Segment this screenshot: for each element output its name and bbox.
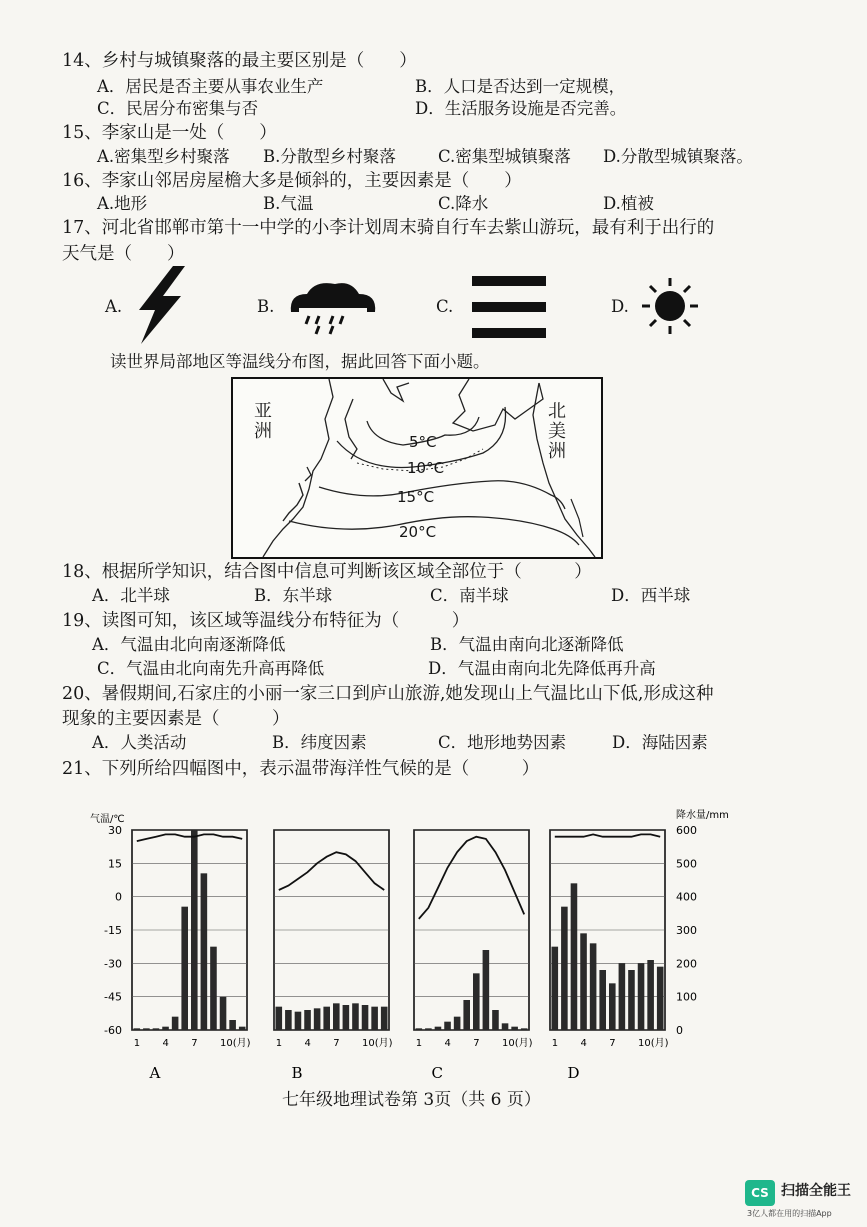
precipitation-bar [210,947,217,1030]
month-tick-label: 4 [580,1038,587,1049]
question-17-stem-line1: 17、河北省邯郸市第十一中学的小李计划周末骑自行车去紫山游玩，最有利于出行的 [62,218,715,238]
question-19-option-c[interactable]: C．气温由北向南先升高再降低 [97,659,325,678]
precipitation-bar [134,1028,141,1030]
precipitation-bar [314,1008,321,1030]
precipitation-bar [492,1010,499,1030]
precipitation-bar [162,1027,169,1030]
chart-panel-label: D [567,1064,580,1082]
precipitation-bar [609,983,616,1030]
question-20-option-d[interactable]: D．海陆因素 [612,733,708,752]
precipitation-bar [229,1020,236,1030]
question-17-option-a[interactable]: A. [105,297,123,316]
fog-icon [472,276,546,342]
scanner-name: 扫描全能王 [781,1183,851,1199]
sun-icon [640,276,700,336]
question-21-stem: 21、下列所给四幅图中，表示温带海洋性气候的是（ ） [62,759,540,779]
question-14-option-b[interactable]: B．人口是否达到一定规模， [415,77,626,96]
precipitation-bar [191,830,198,1030]
month-tick-label: 1 [551,1038,559,1049]
precipitation-bar [628,970,635,1030]
month-tick-label: 10(月) [502,1038,533,1049]
precipitation-axis-title: 降水量/mm [676,810,729,821]
climate-charts [86,802,746,1092]
precipitation-bar [444,1022,451,1030]
map-label-asia: 亚洲 [251,401,272,441]
rain-cloud-icon [285,280,381,336]
question-18-option-c[interactable]: C．南半球 [430,586,509,605]
precipitation-bar [371,1007,378,1030]
temperature-line [137,834,242,841]
precipitation-bar [619,963,626,1030]
question-20-stem-line2: 现象的主要因素是（ ） [62,709,290,729]
question-15-option-a[interactable]: A.密集型乡村聚落 [97,147,230,166]
precipitation-tick-label: 400 [676,890,697,904]
month-tick-label: 7 [609,1038,616,1049]
question-18-option-a[interactable]: A．北半球 [92,586,170,605]
precipitation-bar [201,873,208,1030]
isotherm-map [231,377,603,559]
precipitation-bar [172,1017,179,1030]
scanner-watermark [745,1178,855,1218]
month-tick-label: 7 [333,1038,340,1049]
precipitation-bar [463,1000,470,1030]
precipitation-bar [239,1027,246,1030]
precipitation-bar [304,1010,311,1030]
chart-panel-label: C [431,1064,443,1082]
chart-panel-label: A [149,1064,161,1082]
scanner-logo: CS [745,1180,775,1206]
map-intro: 读世界局部地区等温线分布图，据此回答下面小题。 [110,352,490,371]
precipitation-bar [352,1003,359,1030]
precipitation-bar [153,1028,160,1030]
temperature-tick-label: 15 [108,857,122,871]
precipitation-bar [435,1027,442,1030]
precipitation-tick-label: 100 [676,990,697,1004]
question-17-option-c[interactable]: C. [436,297,454,316]
lightning-icon [133,266,187,344]
temperature-tick-label: -15 [104,924,122,937]
month-tick-label: 10(月) [220,1038,251,1049]
question-16-option-d[interactable]: D.植被 [603,194,654,213]
precipitation-bar [657,967,664,1030]
isotherm-label-10: 10°C [407,459,445,477]
question-18-option-d[interactable]: D．西半球 [611,586,691,605]
isotherm-label-20: 20°C [399,523,437,541]
month-tick-label: 10(月) [362,1038,393,1049]
question-17-option-b[interactable]: B. [257,297,275,316]
precipitation-bar [521,1028,528,1030]
map-label-north-america: 北美洲 [545,401,566,461]
precipitation-bar [276,1007,283,1030]
question-17-option-d[interactable]: D. [611,297,629,316]
month-tick-label: 1 [415,1038,423,1049]
precipitation-bar [181,907,188,1030]
question-20-option-b[interactable]: B．纬度因素 [272,733,367,752]
precipitation-tick-label: 600 [676,824,697,837]
precipitation-tick-label: 500 [676,857,697,871]
temperature-line [555,834,660,836]
precipitation-bar [599,970,606,1030]
month-tick-label: 1 [133,1038,141,1049]
question-17-stem-line2: 天气是（ ） [62,244,185,264]
month-tick-label: 4 [444,1038,451,1049]
isotherm-label-15: 15°C [397,488,435,506]
temperature-line [419,837,524,919]
precipitation-bar [425,1028,432,1030]
page-footer: 七年级地理试卷第 3页（共 6 页） [282,1090,541,1110]
question-20-option-a[interactable]: A．人类活动 [92,733,187,752]
precipitation-bar [580,933,587,1030]
question-14-option-c[interactable]: C．民居分布密集与否 [97,99,259,118]
temperature-tick-label: 0 [115,890,122,904]
question-19-stem: 19、读图可知，该区域等温线分布特征为（ ） [62,611,470,631]
month-tick-label: 7 [473,1038,480,1049]
precipitation-bar [483,950,490,1030]
question-16-option-b[interactable]: B.气温 [263,194,314,213]
question-19-option-b[interactable]: B．气温由南向北逐渐降低 [430,635,624,654]
question-19-option-a[interactable]: A．气温由北向南逐渐降低 [92,635,286,654]
question-14-option-d[interactable]: D．生活服务设施是否完善。 [415,99,627,118]
question-15-option-d[interactable]: D.分散型城镇聚落。 [603,147,753,166]
question-15-option-b[interactable]: B.分散型乡村聚落 [263,147,396,166]
precipitation-tick-label: 200 [676,957,697,971]
precipitation-bar [647,960,654,1030]
precipitation-bar [473,973,480,1030]
chart-panel-label: B [291,1064,303,1082]
precipitation-bar [416,1028,423,1030]
precipitation-bar [454,1017,461,1030]
temperature-axis-title: 气温/℃ [90,814,125,825]
precipitation-bar [502,1023,509,1030]
temperature-tick-label: -45 [104,990,122,1004]
temperature-tick-label: -60 [104,1024,122,1037]
question-14-stem: 14、乡村与城镇聚落的最主要区别是（ ） [62,51,417,71]
precipitation-bar [362,1005,369,1030]
precipitation-bar [638,963,645,1030]
climate-chart-svg [86,802,746,1092]
question-18-stem: 18、根据所学知识，结合图中信息可判断该区域全部位于（ ） [62,562,592,582]
question-16-option-c[interactable]: C.降水 [438,194,489,213]
precipitation-bar [511,1027,518,1030]
temperature-line [279,852,384,890]
month-tick-label: 4 [162,1038,169,1049]
scanner-tagline: 3亿人都在用的扫描App [747,1209,832,1218]
month-tick-label: 7 [191,1038,198,1049]
temperature-tick-label: -30 [104,957,122,971]
precipitation-bar [381,1007,388,1030]
month-tick-label: 1 [275,1038,283,1049]
precipitation-bar [552,947,559,1030]
question-15-stem: 15、李家山是一处（ ） [62,123,277,143]
precipitation-bar [590,943,597,1030]
precipitation-bar [561,907,568,1030]
precipitation-bar [143,1028,150,1030]
precipitation-bar [571,883,578,1030]
question-20-stem-line1: 20、暑假期间,石家庄的小丽一家三口到庐山旅游,她发现山上气温比山下低,形成这种 [62,684,714,704]
question-16-option-a[interactable]: A.地形 [97,194,148,213]
month-tick-label: 4 [304,1038,311,1049]
precipitation-bar [323,1007,330,1030]
question-15-option-c[interactable]: C.密集型城镇聚落 [438,147,571,166]
question-18-option-b[interactable]: B．东半球 [254,586,333,605]
precipitation-bar [295,1012,302,1030]
question-14-option-a[interactable]: A．居民是否主要从事农业生产 [97,77,324,96]
question-20-option-c[interactable]: C．地形地势因素 [438,733,567,752]
month-tick-label: 10(月) [638,1038,669,1049]
precipitation-bar [343,1005,350,1030]
isotherm-label-5: 5°C [409,433,437,451]
precipitation-bar [333,1003,340,1030]
precipitation-tick-label: 300 [676,924,697,937]
precipitation-bar [285,1010,292,1030]
precipitation-tick-label: 0 [676,1024,683,1037]
precipitation-bar [220,997,227,1030]
question-16-stem: 16、李家山邻居房屋檐大多是倾斜的，主要因素是（ ） [62,171,522,191]
question-19-option-d[interactable]: D．气温由南向北先降低再升高 [428,659,656,678]
temperature-tick-label: 30 [108,824,122,837]
